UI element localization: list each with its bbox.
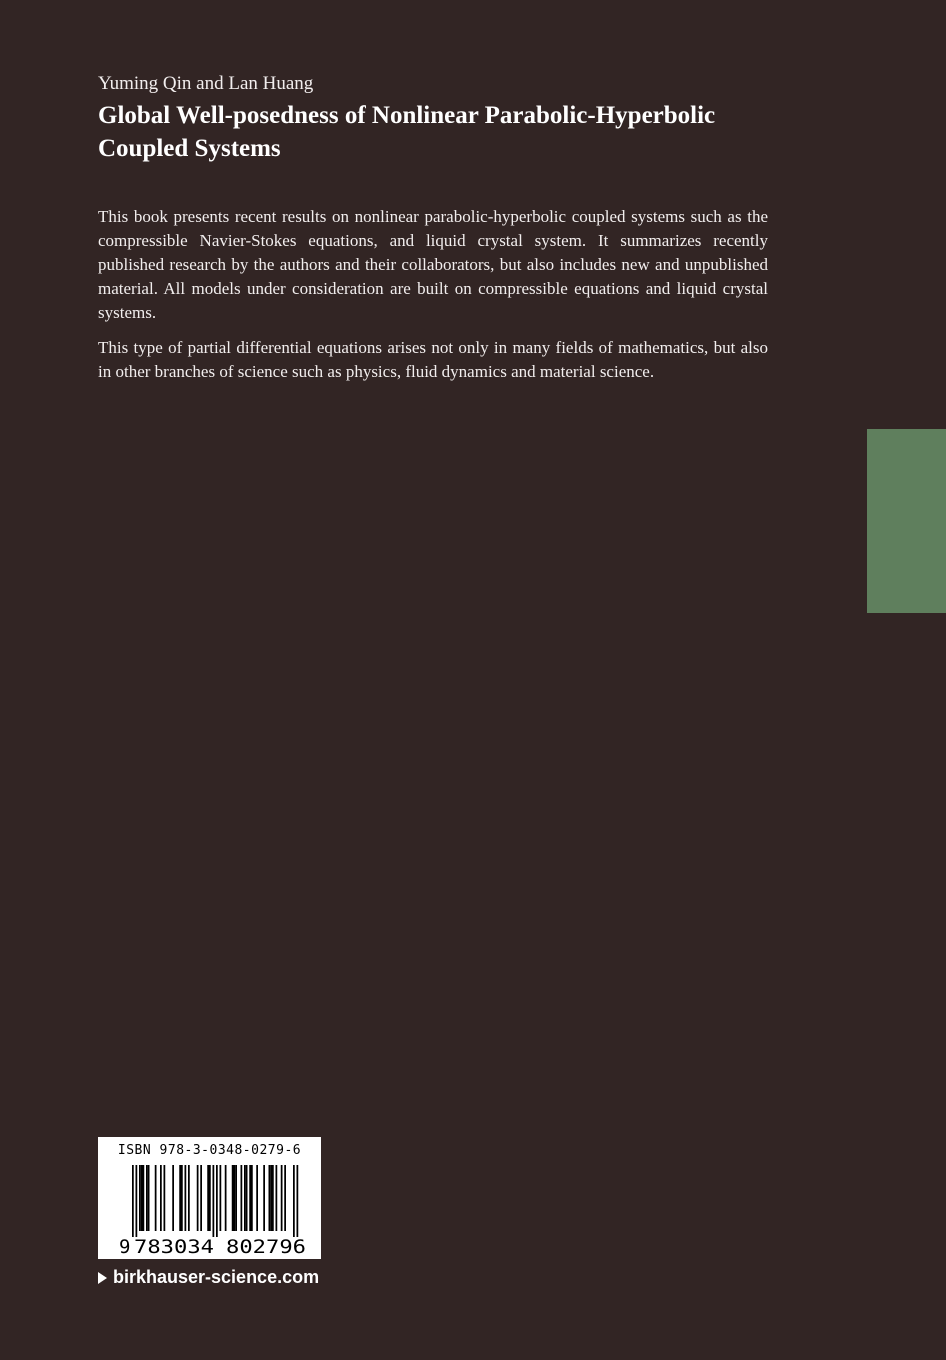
barcode-bar: [293, 1165, 295, 1237]
barcode-bar: [234, 1165, 236, 1231]
barcode-digit-group-left: 783034: [134, 1236, 214, 1258]
barcode-bar: [244, 1165, 246, 1231]
description-paragraph: This book presents recent results on nonlinear parabolic-hyperbolic coupled systems such as the compressible Navier-Stokes equations, and liquid crystal system. It summarizes recently published research by the authors and their collaborators, but also includes new and unpublished material. All models under consideration are built on compressible equations and liquid crystal systems.: [98, 207, 768, 322]
barcode-bar: [155, 1165, 157, 1231]
barcode-bar: [164, 1165, 166, 1231]
barcode-bar: [276, 1165, 278, 1231]
barcode-bar: [281, 1165, 283, 1231]
barcode-bar: [297, 1165, 299, 1237]
barcode-lead-digit: 9: [119, 1236, 131, 1258]
barcode-bar: [132, 1165, 134, 1237]
barcode-bar: [270, 1165, 272, 1231]
barcode-bar: [172, 1165, 174, 1231]
barcode-bar: [185, 1165, 187, 1231]
barcode-bar: [207, 1165, 209, 1231]
publisher-url: birkhauser-science.com: [113, 1267, 320, 1287]
barcode-bar: [249, 1165, 251, 1231]
barcode-bar: [179, 1165, 181, 1231]
barcode-bar: [213, 1165, 215, 1237]
barcode-bar: [220, 1165, 222, 1231]
barcode-bar: [269, 1165, 271, 1231]
barcode-bar: [148, 1165, 150, 1231]
barcode-bar: [143, 1165, 145, 1231]
barcode-bars: [98, 1163, 321, 1259]
barcode-bar: [216, 1165, 218, 1237]
barcode-bar: [263, 1165, 265, 1231]
barcode-bar: [139, 1165, 141, 1231]
barcode-bar: [225, 1165, 227, 1231]
barcode-bar: [209, 1165, 211, 1231]
isbn-label: ISBN 978-3-0348-0279-6: [117, 1143, 302, 1158]
barcode-bar: [181, 1165, 183, 1231]
barcode-bar: [251, 1165, 253, 1231]
description-paragraph: This type of partial differential equations arises not only in many fields of mathematics, but also in other branches of science such as physics, fluid dynamics and material science.: [98, 338, 768, 381]
book-title: Global Well-posedness of Nonlinear Parabolic-Hyperbolic Coupled Systems: [98, 102, 716, 162]
barcode-bar: [232, 1165, 234, 1231]
barcode-bar: [197, 1165, 199, 1231]
barcode-bar: [272, 1165, 274, 1231]
isbn-barcode: [98, 1137, 321, 1259]
barcode-bar: [200, 1165, 202, 1231]
green-accent-tab: [867, 429, 946, 613]
barcode-bar: [256, 1165, 258, 1231]
barcode-bar: [246, 1165, 248, 1231]
play-triangle-icon: [98, 1272, 107, 1284]
barcode-bar: [241, 1165, 243, 1231]
barcode-digit-group-right: 802796: [226, 1236, 306, 1258]
description: [98, 205, 768, 395]
authors: Yuming Qin and Lan Huang: [98, 73, 314, 94]
barcode-bar: [188, 1165, 190, 1231]
barcode-bar: [136, 1165, 138, 1237]
barcode-bar: [160, 1165, 162, 1231]
barcode-bar: [146, 1165, 148, 1231]
barcode-bar: [235, 1165, 237, 1231]
publisher-link[interactable]: [98, 1267, 319, 1288]
barcode-bar: [141, 1165, 143, 1231]
barcode-bar: [284, 1165, 286, 1231]
